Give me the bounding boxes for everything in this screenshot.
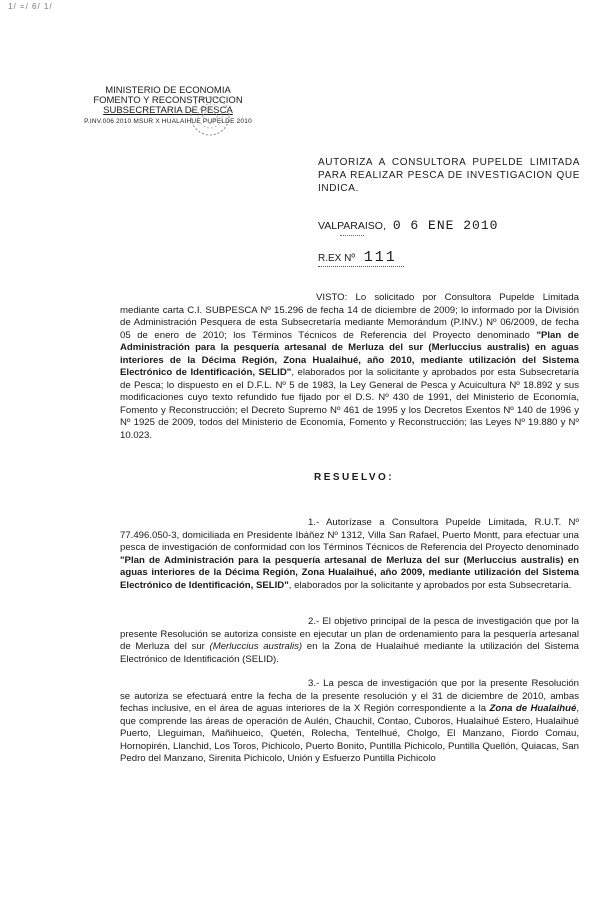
file-reference: P.INV.006 2010 MSUR X HUALAIHUE PUPELDE 2010 xyxy=(84,118,252,125)
rex-label: R.EX Nº xyxy=(318,253,355,264)
item-1-lead: 1.- Autorízase a Consultora Pupelde Limitada, xyxy=(308,517,528,528)
resolution-summary: AUTORIZA A CONSULTORA PUPELDE LIMITADA PARA REALIZAR PESCA DE INVESTIGACION QUE INDICA. xyxy=(318,157,580,194)
subsecretaria-name: SUBSECRETARIA DE PESCA xyxy=(103,105,233,116)
place-date xyxy=(318,218,498,233)
rex-underline xyxy=(318,266,404,267)
stray-mark: 1/ =/ 6/ 1/ xyxy=(8,2,53,11)
zone-name: Zona de Hualaihué xyxy=(489,703,577,714)
resuelvo-heading: RESUELVO: xyxy=(314,472,395,483)
date-stamp: 0 6 ENE 2010 xyxy=(392,218,499,233)
item-1-project-title: "Plan de Administración para la pesquería artesanal de Merluza del sur (Merluccius australis) en aguas interiores de la Décima Región, Zona Hualaihué, año 2009, mediante utilización del Sistema Electrónico de Identificación, SELID" xyxy=(120,554,579,591)
official-seal-icon xyxy=(188,94,232,138)
project-title: "Plan de Administración para la pesquería artesanal de Merluza del sur (Merluccius australis) en aguas interiores de la Décima Región, Zona Hualaihué, año 2010, mediante utilización del Sistema Electrónico de Identificación, SELID" xyxy=(120,329,579,378)
item-2-lead: 2.- El objetivo principal de la pesca de xyxy=(308,616,474,627)
item-3-paragraph: 3.- La pesca de investigación que por la presente Resolución se autoriza se efectuará entre la fecha de la presente resolución y el 31 de diciembre de 2010, ambas fechas inclusive, en el área de aguas interiores de la X Región correspondiente a la Zona de Hualaihué, que comprende las áreas de operación de Aulén, Chauchil, Contao, Cuboros, Hualaihué Estero, Hualaihué Puerto, Lleguiman, Mañihueico, Quetén, Rolecha, Tentelhué, Cholgo, El Manzano, Fiordo Comau, Hornopirén, Llanchid, Los Toros, Pichicolo, Puerto Bonito, Puntilla Pichicolo, Puntilla Quellón, Quiacas, San Pedro del Manzano, Sirenita Pichicolo, Unión y Esfuerzo Puntilla Pichicolo xyxy=(120,678,579,764)
ministry-subname: FOMENTO Y RECONSTRUCCION xyxy=(93,95,243,106)
place-label: VALPARAISO, xyxy=(318,220,386,232)
item-2-paragraph: 2.- El objetivo principal de la pesca de investigación que por la presente Resolución se autoriza consiste en ejecutar un plan de ordenamiento para la pesquería artesanal de Merluza del sur (Merluccius australis) en la Zona de Hualaihué mediante la utilización del Sistema Electrónico de Identificación (SELID). xyxy=(120,616,579,665)
visto-lead: VISTO: xyxy=(316,292,348,303)
ministry-name: MINISTERIO DE ECONOMIA xyxy=(105,85,231,96)
item-3-lead: 3.- La pesca de investigación que por la presente xyxy=(308,678,528,689)
visto-paragraph: VISTO: Lo solicitado por Consultora Pupelde Limitada mediante carta C.I. SUBPESCA Nº 15.296 de fecha 14 de diciembre de 2009; lo informado por la División de Administración Pesquera de esta Subsecretaría mediante Memorándum (P.INV.) Nº 06/2009, de fecha 05 de enero de 2010; los Términos Técnicos de Referencia del Proyecto denominado "Plan de Administración para la pesquería artesanal de Merluza del sur (Merluccius australis) en aguas interiores de la Décima Región, Zona Hualaihué, año 2010, mediante utilización del Sistema Electrónico de Identificación, SELID", elaborados por la solicitante y aprobados por esta Subsecretaría de Pesca; lo dispuesto en el D.F.L. Nº 5 de 1983, la Ley General de Pesca y Acuicultura Nº 18.892 y sus modificaciones cuyo texto refundido fue fijado por el D.S. Nº 430 de 1991, del Ministerio de Economía, Fomento y Reconstrucción; el Decreto Supremo Nº 461 de 1995 y los Decretos Exentos Nº 140 de 1996 y Nº 1925 de 2009, todos del Ministerio de Economía, Fomento y Reconstrucción; las Leyes Nº 19.880 y Nº 10.023. xyxy=(120,292,579,441)
resolution-number xyxy=(318,249,397,266)
species-name: (Merluccius australis) xyxy=(209,641,303,652)
rex-number: 111 xyxy=(363,249,397,266)
item-1-paragraph: 1.- Autorízase a Consultora Pupelde Limitada, R.U.T. Nº 77.496.050-3, domiciliada en Presidente Ibáñez Nº 1312, Villa San Rafael, Puerto Montt, para efectuar una pesca de investigación de conformidad con los Términos Técnicos de Referencia del Proyecto denominado "Plan de Administración para la pesquería artesanal de Merluza del sur (Merluccius australis) en aguas interiores de la Décima Región, Zona Hualaihué, año 2009, mediante utilización del Sistema Electrónico de Identificación, SELID", elaborados por la solicitante y aprobados por esta Subsecretaría. xyxy=(120,517,579,591)
date-underline xyxy=(340,235,364,236)
ministry-header xyxy=(58,86,278,127)
